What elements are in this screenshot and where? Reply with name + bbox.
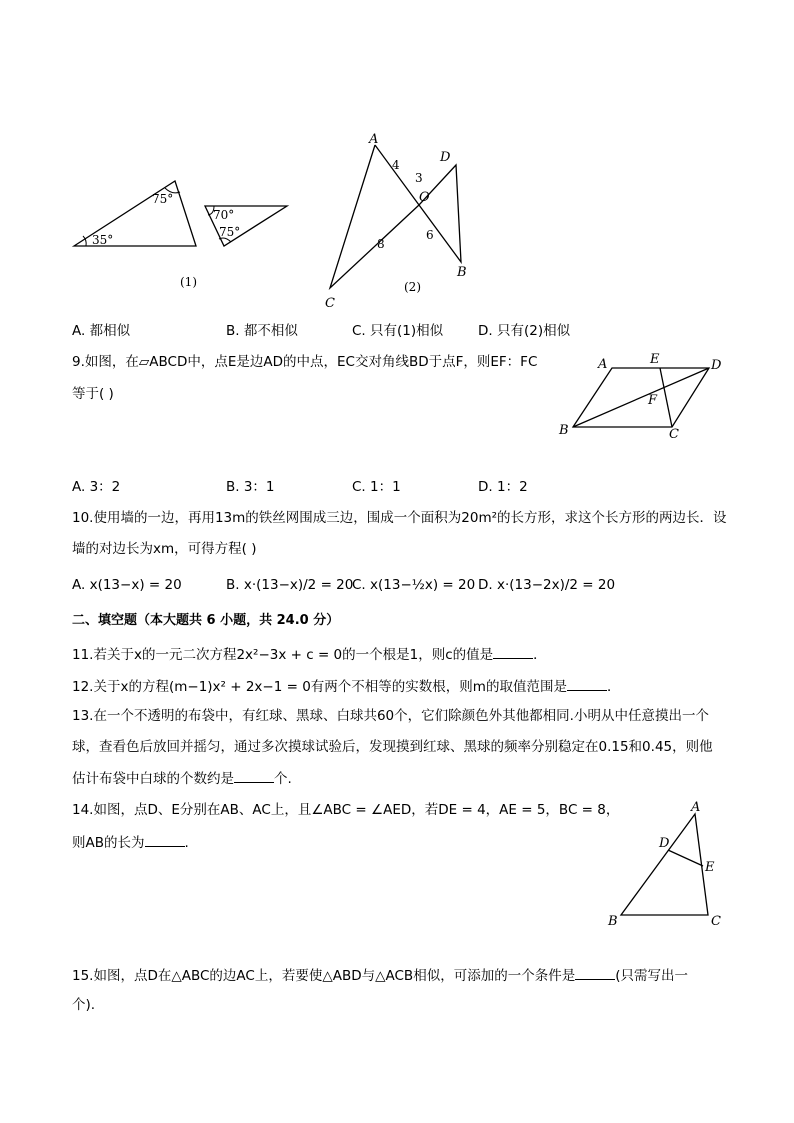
q8-seg-8: 8 <box>377 237 385 251</box>
q15-text: 15.如图，点D在△ABC的边AC上，若要使△ABD与△ACB相似，可添加的一个条件是 <box>72 968 576 984</box>
q11-stem <box>72 644 547 665</box>
q14-figure <box>600 795 730 930</box>
q14-text: 则AB的长为 <box>72 835 145 851</box>
q14-stem-line2 <box>72 832 189 853</box>
q13-stem-line2: 球，查看色后放回并摇匀，通过多次摸球试验后，发现摸到红球、黑球的频率分别稳定在0.15和0.45，则他 <box>72 739 713 755</box>
q10-stem-line1: 10.使用墙的一边，再用13m的铁丝网围成三边，围成一个面积为20m²的长方形，求这个长方形的两边长．设 <box>72 510 727 526</box>
q14-stem-line1: 14.如图，点D、E分别在AB、AC上，且∠ABC = ∠AED，若DE = 4，AE = 5，BC = 8， <box>72 802 620 818</box>
q11-text: 11.若关于x的一元二次方程2x²−3x + c = 0的一个根是1，则c的值是 <box>72 647 494 663</box>
q8-caption-2: (2) <box>404 280 421 294</box>
section-2-heading: 二、填空题（本大题共 6 小题，共 24.0 分） <box>72 613 340 628</box>
q8-option-b: B. 都不相似 <box>226 323 298 339</box>
q14-label-B: B <box>608 914 618 929</box>
q14-answer-blank[interactable] <box>145 832 185 847</box>
q12-text: 12.关于x的方程(m−1)x² + 2x−1 = 0有两个不相等的实数根，则m的取值范围是 <box>72 679 567 695</box>
q15-stem-line2: 个). <box>72 997 96 1013</box>
q14-label-A: A <box>691 800 701 815</box>
q13-stem-line1: 13.在一个不透明的布袋中，有红球、黑球、白球共60个，它们除颜色外其他都相同.小明从中任意摸出一个 <box>72 708 709 724</box>
q9-label-A: A <box>598 357 608 372</box>
q9-stem-line2: 等于( ) <box>72 386 114 402</box>
q8-caption-1: (1) <box>180 275 197 289</box>
q8-seg-4: 4 <box>392 158 400 172</box>
q8-figures <box>0 0 794 320</box>
q10-option-c: C. x(13−½x) = 20 <box>352 577 476 593</box>
q15-stem-line1 <box>72 965 688 986</box>
q10-option-a: A. x(13−x) = 20 <box>72 577 182 593</box>
q8-option-c: C. 只有(1)相似 <box>352 323 444 339</box>
q12-answer-blank[interactable] <box>567 676 607 691</box>
q10-stem-line2: 墙的对边长为xm，可得方程( ) <box>72 541 257 557</box>
q9-label-B: B <box>559 423 569 438</box>
q8-label-C: C <box>325 296 335 311</box>
q8-label-O: O <box>419 190 430 205</box>
q9-stem-line1: 9.如图，在▱ABCD中，点E是边AD的中点，EC交对角线BD于点F，则EF：FC <box>72 354 538 370</box>
q10-option-d: D. x·(13−2x)/2 = 20 <box>478 577 616 593</box>
q8-option-a: A. 都相似 <box>72 323 131 339</box>
q9-label-F: F <box>648 393 658 408</box>
q9-option-d: D. 1：2 <box>478 479 528 495</box>
q9-label-E: E <box>650 352 660 367</box>
q8-label-A: A <box>369 132 379 147</box>
q8-angle-75-label: 75° <box>152 192 174 206</box>
q8-seg-3: 3 <box>415 171 423 185</box>
q11-answer-blank[interactable] <box>493 644 533 659</box>
q10-option-b: B. x·(13−x)/2 = 20 <box>226 577 354 593</box>
q13-text: 估计布袋中白球的个数约是 <box>72 771 234 787</box>
q14-label-C: C <box>711 914 721 929</box>
q8-angle-75b-label: 75° <box>219 225 241 239</box>
q9-figure <box>550 350 730 445</box>
q12-end: ． <box>606 679 621 695</box>
q8-label-B: B <box>457 265 467 280</box>
q8-angle-70-label: 70° <box>213 208 235 222</box>
q13-stem-line3 <box>72 768 292 789</box>
q9-label-C: C <box>669 427 679 442</box>
q13-end: 个. <box>274 771 292 787</box>
q14-end: . <box>184 835 189 851</box>
q14-label-D: D <box>659 836 670 851</box>
q11-end: ． <box>533 647 547 663</box>
q9-option-a: A. 3：2 <box>72 479 121 495</box>
q15-text-end: (只需写出一 <box>615 968 688 984</box>
q14-label-E: E <box>705 860 715 875</box>
q12-stem <box>72 676 620 697</box>
q8-angle-35-label: 35° <box>92 233 114 247</box>
q15-answer-blank[interactable] <box>575 965 615 980</box>
q9-option-c: C. 1：1 <box>352 479 401 495</box>
q9-option-b: B. 3：1 <box>226 479 275 495</box>
q9-label-D: D <box>711 358 722 373</box>
q13-answer-blank[interactable] <box>234 768 274 783</box>
q8-label-D: D <box>440 150 451 165</box>
q8-seg-6: 6 <box>426 228 434 242</box>
q8-option-d: D. 只有(2)相似 <box>478 323 571 339</box>
